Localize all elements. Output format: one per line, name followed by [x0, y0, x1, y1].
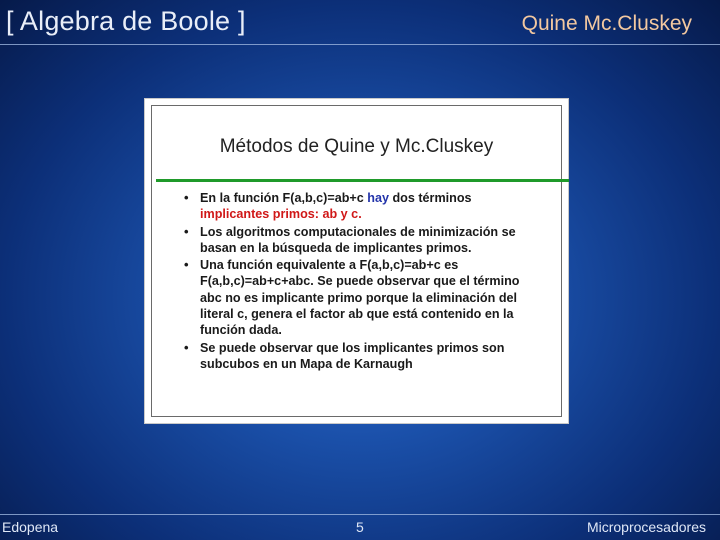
bullet-text: En la función F(a,b,c)=ab+c: [200, 191, 368, 205]
bottom-divider: [0, 514, 720, 515]
footer-course: Microprocesadores: [586, 519, 706, 535]
bullet-text: dos términos: [388, 191, 472, 205]
footer-author: Edopena: [2, 519, 59, 535]
bullet-item: [182, 224, 542, 257]
top-divider: [0, 44, 720, 45]
bullet-text: .: [358, 207, 362, 222]
bullet-item: [182, 190, 542, 223]
bullet-highlight-blue: hay: [367, 191, 389, 205]
slide-content: [151, 105, 562, 417]
page-title: [ Algebra de Boole ]: [6, 6, 246, 36]
green-divider: [156, 179, 569, 182]
bullet-item: [182, 257, 542, 338]
bullet-list: [182, 190, 542, 373]
section-title: Quine Mc.Cluskey: [521, 12, 692, 35]
bullet-item: [182, 340, 542, 373]
bullet-text: Los algoritmos computacionales de minimización se basan en la búsqueda de implicantes primos.: [200, 224, 516, 255]
slide-heading: Métodos de Quine y Mc.Cluskey: [219, 136, 494, 157]
bullet-text: Se puede observar que los implicantes primos son subcubos en un Mapa de Karnaugh: [200, 340, 505, 371]
slide-image-frame: [144, 98, 569, 424]
bullet-highlight-red: implicantes primos: ab y c: [200, 207, 359, 222]
page-number: 5: [356, 519, 364, 535]
bullet-text: Una función equivalente a F(a,b,c)=ab+c es F(a,b,c)=ab+c+abc. Se puede observar que el término abc no es implicante primo porque la eliminación del literal c, genera el factor ab que está contenido en la función dada.: [200, 258, 520, 338]
